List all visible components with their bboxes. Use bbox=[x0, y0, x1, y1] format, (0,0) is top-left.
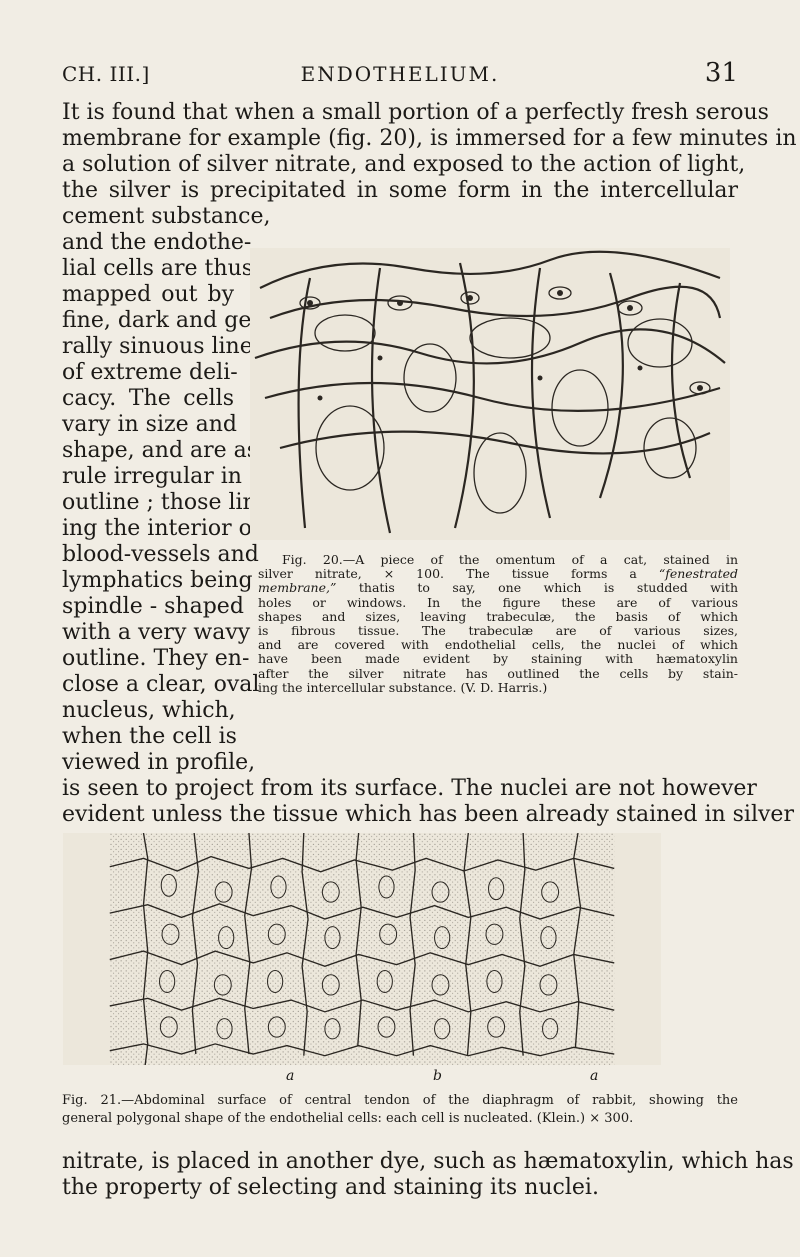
caption-italic-text: membrane,” bbox=[258, 580, 337, 596]
caption-line: have been made evident by staining with hæmatoxylin bbox=[258, 651, 738, 667]
body-line: blood-vessels and bbox=[62, 542, 259, 567]
body-line: outline ; those lin- bbox=[62, 490, 265, 515]
body-line: spindle - shaped bbox=[62, 594, 244, 619]
body-line: viewed in profile, bbox=[62, 750, 256, 775]
caption-line: is fibrous tissue. The trabeculæ are of various sizes, bbox=[258, 623, 738, 639]
caption-line: after the silver nitrate has outlined the cells by stain- bbox=[258, 665, 738, 681]
running-header bbox=[62, 58, 738, 90]
body-line: is seen to project from its surface. The nuclei are not however bbox=[62, 776, 757, 801]
body-line: with a very wavy bbox=[62, 620, 251, 645]
body-line: when the cell is bbox=[62, 724, 237, 749]
running-title: ENDOTHELIUM. bbox=[300, 62, 500, 86]
body-line: the silver is precipitated in some form in the intercellular bbox=[62, 178, 738, 203]
body-line: vary in size and bbox=[62, 412, 237, 437]
body-line: rally sinuous lines bbox=[62, 334, 265, 359]
caption-italic-text: “fenestrated bbox=[658, 566, 738, 582]
caption-line: and are covered with endothelial cells, the nuclei of which bbox=[258, 637, 738, 653]
figure-21-labels bbox=[63, 1068, 661, 1088]
body-line: ing the interior of bbox=[62, 516, 261, 541]
caption-line: Fig. 21.—Abdominal surface of central tendon of the diaphragm of rabbit, showing the bbox=[62, 1093, 738, 1108]
body-line: lymphatics being bbox=[62, 568, 253, 593]
caption-line bbox=[258, 567, 738, 581]
figure-21-engraving bbox=[63, 833, 661, 1065]
figure-20-engraving bbox=[250, 248, 730, 540]
body-line: It is found that when a small portion of a perfectly fresh serous bbox=[62, 100, 769, 125]
body-line: cacy. The cells bbox=[62, 386, 234, 411]
body-line: shape, and are as a bbox=[62, 438, 279, 463]
body-line: evident unless the tissue which has been already stained in silver bbox=[62, 802, 794, 827]
caption-line: holes or windows. In the figure these are of various bbox=[258, 594, 738, 610]
body-line: rule irregular in bbox=[62, 464, 242, 489]
body-line: of extreme deli- bbox=[62, 360, 238, 385]
body-line: outline. They en- bbox=[62, 646, 250, 671]
caption-line bbox=[258, 581, 738, 595]
figure-label-b: b bbox=[433, 1068, 442, 1084]
figure-21-caption bbox=[62, 1092, 738, 1128]
chapter-label: CH. III.] bbox=[62, 62, 150, 86]
body-line: mapped out by bbox=[62, 282, 234, 307]
caption-text: silver nitrate, × 100. The tissue forms a bbox=[258, 566, 659, 582]
caption-line: ing the intercellular substance. (V. D. Harris.) bbox=[258, 679, 548, 695]
body-line: fine, dark and gene- bbox=[62, 308, 286, 333]
figure-label-a: a bbox=[590, 1068, 599, 1084]
body-line: the property of selecting and staining its nuclei. bbox=[62, 1175, 599, 1200]
body-line: and the endothe- bbox=[62, 230, 252, 255]
body-line: nucleus, which, bbox=[62, 698, 236, 723]
body-line: nitrate, is placed in another dye, such as hæmatoxylin, which has bbox=[62, 1149, 794, 1174]
caption-line: general polygonal shape of the endothelial cells: each cell is nucleated. (Klein.) × 300. bbox=[62, 1111, 634, 1126]
caption-text: thatis to say, one which is studded with bbox=[336, 580, 738, 596]
body-line: lial cells are thus bbox=[62, 256, 254, 281]
body-line: a solution of silver nitrate, and exposed to the action of light, bbox=[62, 152, 746, 177]
figure-label-a: a bbox=[286, 1068, 295, 1084]
body-line: close a clear, oval bbox=[62, 672, 260, 697]
page-number: 31 bbox=[704, 58, 738, 88]
body-line: cement substance, bbox=[62, 204, 271, 229]
caption-line: shapes and sizes, leaving trabeculæ, the basis of which bbox=[258, 608, 738, 624]
body-line: membrane for example (fig. 20), is immersed for a few minutes in bbox=[62, 126, 797, 151]
figure-20-caption bbox=[258, 553, 738, 695]
caption-line: Fig. 20.—A piece of the omentum of a cat, stained in bbox=[282, 552, 738, 567]
